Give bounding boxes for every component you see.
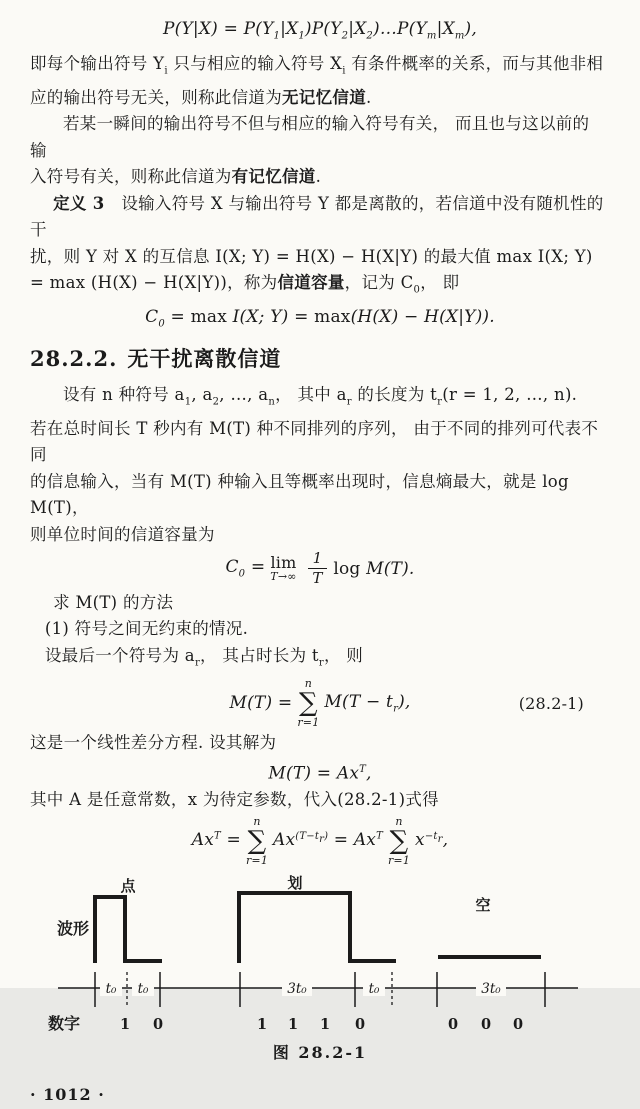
- para-symbols-line3: 的信息输入，当有 M(T) 种输入且等概率出现时，信息熵最大，就是 log M(T)，: [30, 471, 569, 518]
- formula-part3: $x^{-t_r}$,: [415, 830, 449, 851]
- lim-word: lim: [270, 553, 297, 573]
- formula-text: $C_0 = \max I(X$; Y) = max(H(X) − H(X|Y)).: [145, 306, 495, 330]
- sum-lower-limit: r=1: [297, 716, 320, 730]
- formula-conditional-probability: [30, 16, 610, 50]
- dimension-label: t₀: [137, 980, 149, 997]
- dimension-label: t₀: [368, 980, 380, 997]
- digits-axis-label: 数字: [48, 1013, 81, 1033]
- fraction-numerator: 1: [308, 550, 328, 569]
- para-constants: 其中 A 是任意常数，x 为待定参数，代入(28.2-1)式得: [30, 790, 439, 810]
- formula-solution: [30, 757, 610, 787]
- section-heading: [30, 344, 610, 374]
- para-memoryless-line1: 即每个输出符号 $Y_i$ 只与相应的输入符号 $X_i$ 有条件概率的关系，而与其他非相: [30, 53, 604, 77]
- formula-part1: $Ax^T$ =: [191, 830, 241, 851]
- para-case1-title: (1) 符号之间无约束的情况.: [44, 619, 249, 639]
- sum-upper-limit: n: [304, 677, 313, 691]
- sum-upper-limit: n: [395, 814, 403, 828]
- para-difference-equation: 这是一个线性差分方程. 设其解为: [30, 733, 277, 753]
- para-memory-line1: 若某一瞬间的输出符号不但与相应的输入符号有关， 而且也与这以前的 输: [30, 114, 590, 160]
- formula-part2: $Ax^{(T-t_r)} = Ax^T$: [273, 830, 383, 851]
- morse-waveform-figure: [0, 873, 640, 1038]
- waveform-svg: [0, 873, 640, 1038]
- digit-value: 1: [119, 1015, 131, 1033]
- para-definition3-line3: = max (H(X) − H(X|Y))，称为信道容量，记为 $C_0$， 即: [30, 273, 460, 296]
- sigma-icon: ∑: [299, 688, 318, 719]
- formula-text: $M(T) = Ax^T$,: [268, 763, 372, 784]
- digit-value: 0: [512, 1015, 524, 1033]
- para-memoryless-line2: 应的输出符号无关，则称此信道为无记忆信道.: [30, 87, 372, 107]
- equation-number: (28.2-1): [518, 693, 584, 713]
- para-method-title: 求 M(T) 的方法: [53, 592, 174, 612]
- digit-value: 1: [256, 1015, 268, 1033]
- formula-rhs: $M(T - t_r)$,: [324, 691, 411, 715]
- summation-symbol: [297, 678, 319, 728]
- formula-capacity-limit: [30, 550, 610, 588]
- sum-upper-limit: n: [253, 814, 261, 828]
- section-title: 无干扰离散信道: [127, 346, 282, 371]
- para-last-symbol: 设最后一个符号为 $a_r$， 其占时长为 $t_r$， 则: [44, 645, 364, 668]
- waveform-axis-label: 波形: [57, 918, 90, 938]
- space-label: 空: [475, 895, 491, 914]
- para-definition3-line2: 扰，则 Y 对 X 的互信息 I(X; Y) = H(X) − H(X|Y) 的最大值 max I(X; Y): [30, 246, 593, 266]
- digit-value: 1: [287, 1015, 299, 1033]
- sum-lower-limit: r=1: [387, 853, 411, 867]
- para-definition3-line1: 定义 3 设输入符号 X 与输出符号 Y 都是离散的，若信道中没有随机性的干: [30, 193, 604, 240]
- para-symbols-line1: 设有 n 种符号 $a_1$, $a_2$, …, $a_n$， 其中 $a_r$ 的长度为 $t_r(r = 1$, 2, …, n).: [63, 384, 578, 408]
- formula-lhs: $C_0$ =: [225, 557, 266, 580]
- dimension-label: 3t₀: [287, 980, 307, 997]
- formula-channel-capacity: [30, 304, 610, 338]
- limit-operator: [270, 555, 296, 582]
- dimension-label: t₀: [105, 980, 117, 997]
- dash-label: 划: [287, 873, 303, 892]
- digit-value: 0: [447, 1015, 459, 1033]
- dot-label: 点: [120, 876, 136, 895]
- dimension-label: 3t₀: [481, 980, 501, 997]
- digit-value: 1: [319, 1015, 331, 1033]
- formula-text: $P(Y|X) = P(Y_1|X_1)P(Y_2|X_2)\dots P(Y_m|X_m)$,: [163, 19, 477, 42]
- lim-subscript: T→∞: [270, 570, 297, 584]
- formula-lhs: M(T) =: [229, 693, 293, 714]
- fraction-one-over-t: [308, 550, 328, 588]
- dash-pulse-waveform: [239, 893, 396, 963]
- summation-symbol: [388, 816, 410, 866]
- section-number: 28.2.2.: [30, 345, 118, 371]
- para-symbols-line4: 则单位时间的信道容量为: [30, 524, 215, 544]
- summation-symbol: [246, 816, 268, 866]
- para-symbols-line2: 若在总时间长 T 秒内有 M(T) 种不同排列的序列， 由于不同的排列可代表不同: [30, 418, 599, 465]
- sum-lower-limit: r=1: [245, 853, 269, 867]
- digit-value: 0: [354, 1015, 366, 1033]
- figure-caption: 图 28.2-1: [272, 1042, 368, 1062]
- sigma-icon: ∑: [247, 825, 267, 856]
- digit-value: 0: [480, 1015, 492, 1033]
- page-number: · 1012 ·: [30, 1085, 105, 1105]
- formula-rhs: log M(T).: [333, 558, 415, 579]
- formula-expansion: [30, 816, 610, 866]
- formula-28-2-1: [30, 678, 610, 728]
- dot-pulse-waveform: [95, 897, 162, 963]
- para-memory-line2: 入符号有关，则称此信道为有记忆信道.: [30, 167, 322, 187]
- fraction-denominator: T: [312, 569, 323, 588]
- sigma-icon: ∑: [389, 825, 409, 856]
- digit-value: 0: [152, 1015, 164, 1033]
